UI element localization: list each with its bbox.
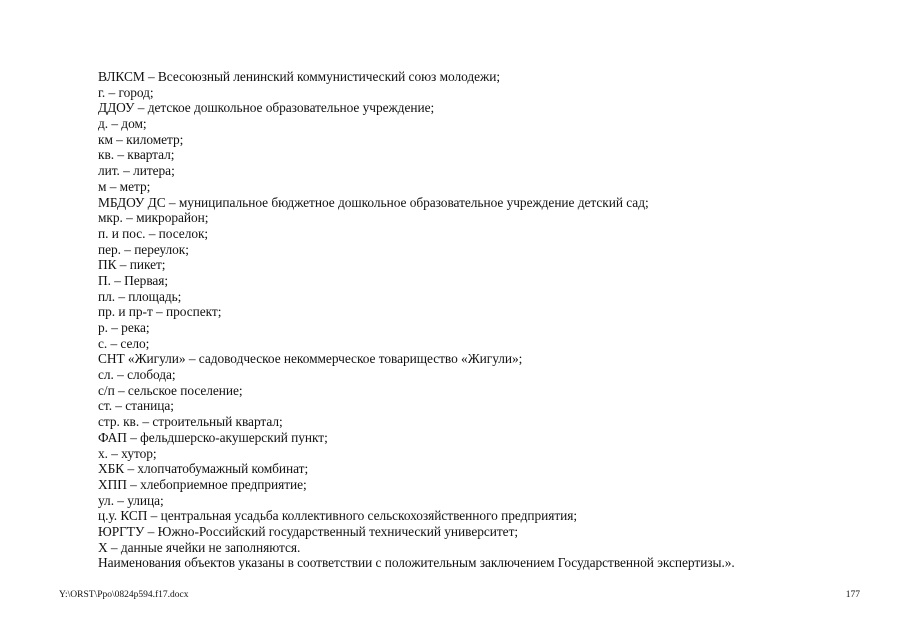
abbreviation-line: с/п – сельское поселение; — [98, 382, 243, 398]
abbreviation-line: х. – хутор; — [98, 445, 157, 461]
footer-file-path: Y:\ORST\Ppo\0824p594.f17.docx — [59, 590, 189, 600]
closing-note-line: Наименования объектов указаны в соответствии с положительным заключением Государственной экспертизы.». — [98, 555, 735, 571]
abbreviation-line: км – километр; — [98, 131, 184, 147]
abbreviation-line: м – метр; — [98, 178, 151, 194]
abbreviation-line: д. – дом; — [98, 116, 147, 132]
abbreviation-line: ХПП – хлебоприемное предприятие; — [98, 476, 307, 492]
abbreviation-line: мкр. – микрорайон; — [98, 210, 209, 226]
abbreviation-line: сл. – слобода; — [98, 367, 176, 383]
abbreviation-line: ФАП – фельдшерско-акушерский пункт; — [98, 429, 328, 445]
abbreviation-line: лит. – литера; — [98, 163, 175, 179]
abbreviation-line: кв. – квартал; — [98, 147, 175, 163]
abbreviation-line: стр. кв. – строительный квартал; — [98, 414, 283, 430]
abbreviation-line: ХБК – хлопчатобумажный комбинат; — [98, 461, 309, 477]
footer-page-number: 177 — [845, 590, 860, 600]
note-line: Х – данные ячейки не заполняются. — [98, 539, 301, 555]
abbreviation-line: ПК – пикет; — [98, 257, 166, 273]
abbreviation-line: р. – река; — [98, 320, 150, 335]
abbreviation-line: ЮРГТУ – Южно-Российский государственный технический университет; — [98, 523, 519, 539]
abbreviation-list — [98, 69, 858, 571]
abbreviation-line: ДДОУ – детское дошкольное образовательное учреждение; — [98, 100, 435, 116]
abbreviation-line: пер. – переулок; — [98, 241, 189, 257]
abbreviation-line: ул. – улица; — [98, 492, 164, 508]
abbreviation-line: пл. – площадь; — [98, 288, 182, 304]
abbreviation-line: п. и пос. – поселок; — [98, 225, 209, 241]
abbreviation-line: ц.у. КСП – центральная усадьба коллективного сельскохозяйственного предприятия; — [98, 508, 578, 524]
abbreviation-line: с. – село; — [98, 335, 150, 351]
abbreviation-line: г. – город; — [98, 84, 154, 100]
abbreviation-line: МБДОУ ДС – муниципальное бюджетное дошкольное образовательное учреждение детский сад; — [98, 194, 649, 210]
abbreviation-line: СНТ «Жигули» – садоводческое некоммерческое товарищество «Жигули»; — [98, 351, 523, 367]
abbreviation-line: ВЛКСМ – Всесоюзный ленинский коммунистический союз молодежи; — [98, 69, 501, 84]
abbreviation-line: пр. и пр-т – проспект; — [98, 304, 222, 320]
abbreviation-line: ст. – станица; — [98, 398, 174, 414]
abbreviation-line: П. – Первая; — [98, 272, 169, 288]
